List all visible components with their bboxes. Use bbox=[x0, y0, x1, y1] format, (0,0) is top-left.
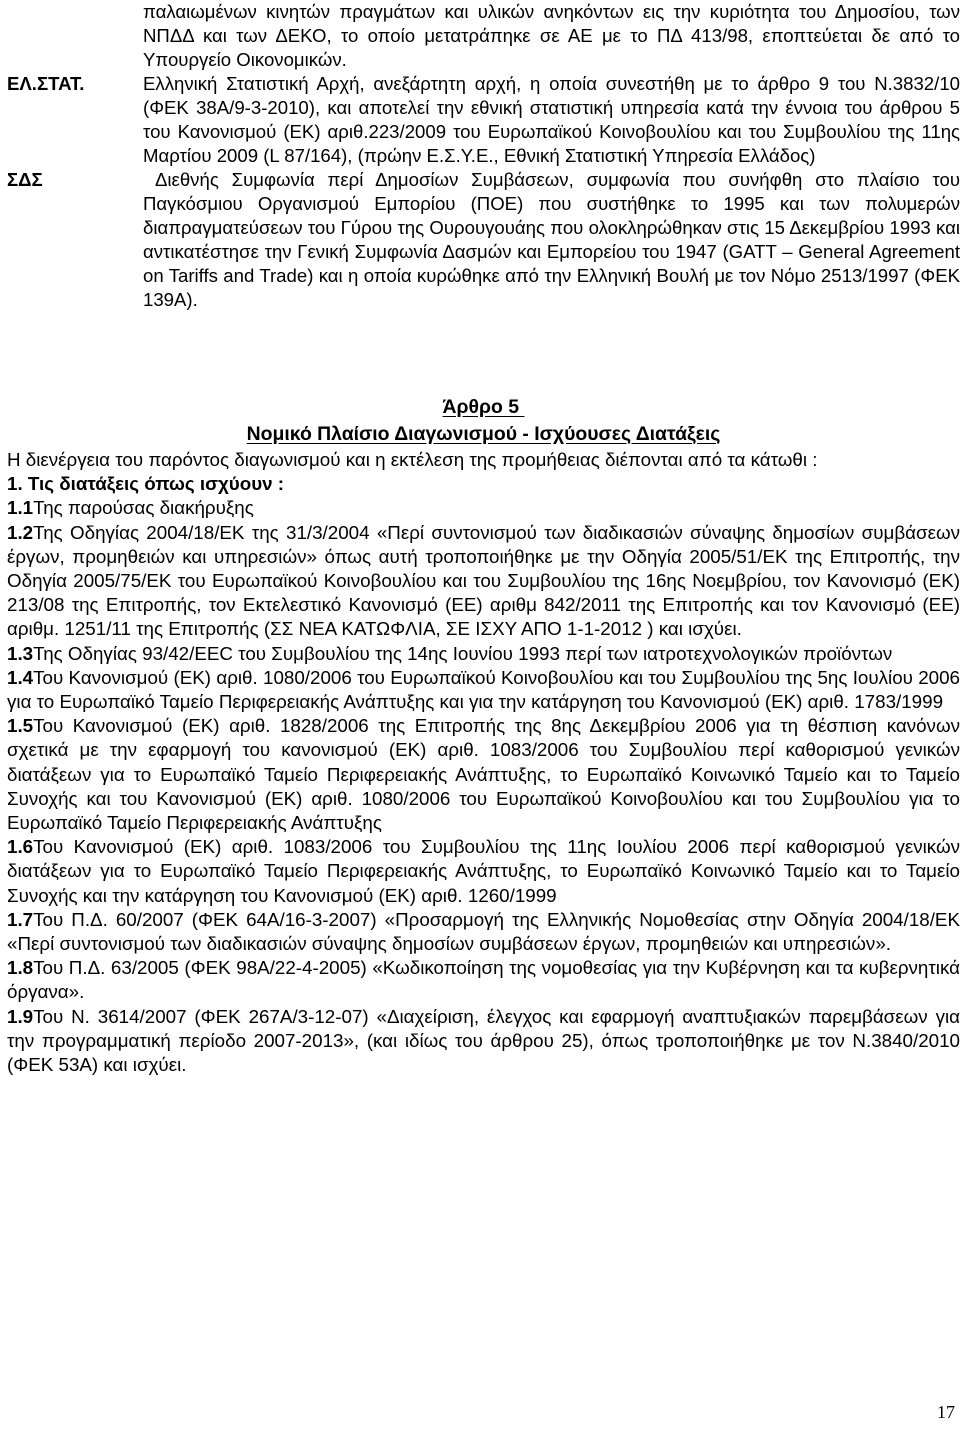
item-text: Του Κανονισμού (ΕΚ) αριθ. 1080/2006 του Ευρωπαϊκού Κοινοβουλίου και του Συμβουλίου της 5ης Ιουλίου 2006 για το Ευρωπαϊκό Ταμείο Περιφερειακής Ανάπτυξης και για την κατάργηση του Κανονισμού (ΕΚ) αριθ. 1783/1999 bbox=[7, 666, 960, 713]
item-number: 1.5 bbox=[7, 715, 34, 737]
item-text: Του Π.Δ. 63/2005 (ΦΕΚ 98Α/22-4-2005) «Κωδικοποίηση της νομοθεσίας για την Κυβέρνηση και τα κυβερνητικά όργανα». bbox=[7, 957, 960, 1003]
section-heading: 1. Τις διατάξεις όπως ισχύουν : bbox=[7, 473, 285, 495]
article-body bbox=[7, 448, 960, 1077]
definition-text bbox=[143, 168, 960, 312]
article-title bbox=[7, 421, 960, 448]
item-text: Της Οδηγίας 2004/18/ΕΚ της 31/3/2004 «Περί συντονισμού των διαδικασιών σύναψης δημοσίων συμβάσεων έργων, προμηθειών και υπηρεσιών» όπως αυτή τροποποιήθηκε με την Οδηγία 2005/51/ΕΚ της Επιτροπής, την Οδηγία 2005/75/ΕΚ του Ευρωπαϊκού Κοινοβουλίου και του Συμβουλίου της 16ης Νοεμβρίου, τον Κανονισμό (ΕΚ) 213/08 της Επιτροπής, τον Εκτελεστικό Κανονισμό (ΕΕ) αριθμ 842/2011 της Επιτροπής και τον Κανονισμό (ΕΕ) αριθμ. 1251/11 της Επιτροπής (ΣΣ ΝΕΑ ΚΑΤΩΦΛΙΑ, ΣΕ ΙΣΧΥ ΑΠΟ 1-1-2012 ) και ισχύει. bbox=[7, 521, 960, 640]
document-page bbox=[7, 0, 960, 1077]
item-text: Του Κανονισμού (ΕΚ) αριθ. 1828/2006 της Επιτροπής της 8ης Δεκεμβρίου 2006 για τη θέσπιση κανόνων σχετικά με την εφαρμογή του κανονισμού (ΕΚ) αριθ. 1083/2006 του Συμβουλίου περί καθορισμού γενικών διατάξεων για το Ευρωπαϊκό Ταμείο Περιφερειακής Ανάπτυξης, το Ευρωπαϊκό Κοινωνικό Ταμείο και το Ταμείο Συνοχής και του Κανονισμού (ΕΚ) αριθ. 1080/2006 του Ευρωπαϊκού Κοινοβουλίου και του Συμβουλίου για το Ευρωπαϊκό Ταμείο Περιφερειακής Ανάπτυξης bbox=[7, 715, 960, 834]
article-number bbox=[7, 394, 960, 421]
list-item bbox=[7, 908, 960, 956]
list-item bbox=[7, 835, 960, 908]
article-title-text: Νομικό Πλαίσιο Διαγωνισμού - Ισχύουσες Διατάξεις bbox=[246, 423, 721, 445]
list-item bbox=[7, 1005, 960, 1078]
definition-term: ΕΛ.ΣΤΑΤ. bbox=[7, 73, 85, 94]
item-number: 1.7 bbox=[7, 908, 34, 930]
item-text: Του Κανονισμού (ΕΚ) αριθ. 1083/2006 του Συμβουλίου της 11ης Ιουλίου 2006 περί καθορισμού γενικών διατάξεων για το Ευρωπαϊκό Ταμείο Περιφερειακής Ανάπτυξης, το Ευρωπαϊκό Κοινωνικό Ταμείο και το Ταμείο Συνοχής και την κατάργηση του Κανονισμού (ΕΚ) αριθ. 1260/1999 bbox=[7, 836, 960, 906]
definition-text: Ελληνική Στατιστική Αρχή, ανεξάρτητη αρχή, η οποία συνεστήθη με το άρθρο 9 του Ν.3832/10 (ΦΕΚ 38Α/9-3-2010), και αποτελεί την εθνική στατιστική υπηρεσία κατά την έννοια του άρθρου 5 του Κανονισμού (ΕΚ) αριθ.223/2009 του Ευρωπαϊκού Κοινοβουλίου και του Συμβουλίου της 11ης Μαρτίου 2009 (L 87/164), (πρώην Ε.Σ.Υ.Ε., Εθνική Στατιστική Υπηρεσία Ελλάδος) bbox=[143, 73, 960, 166]
section-spacer bbox=[7, 312, 960, 394]
definitions-list bbox=[7, 0, 960, 312]
item-number: 1.6 bbox=[7, 836, 34, 858]
item-number: 1.4 bbox=[7, 666, 34, 688]
article-heading bbox=[7, 394, 960, 448]
definition-row bbox=[7, 0, 960, 72]
item-text: Της Οδηγίας 93/42/ΕΕC του Συμβουλίου της 14ης Ιουνίου 1993 περί των ιατροτεχνολογικών προϊόντων bbox=[33, 642, 893, 664]
article-number-text: Άρθρο 5 bbox=[442, 396, 525, 418]
list-item bbox=[7, 496, 960, 520]
list-item bbox=[7, 521, 960, 642]
item-text: Του Ν. 3614/2007 (ΦΕΚ 267Α/3-12-07) «Διαχείριση, έλεγχος και εφαρμογή αναπτυξιακών παρεμβάσεων για την προγραμματική περίοδο 2007-2013», (και ιδίως του άρθρου 25), όπως τροποποιήθηκε με τον Ν.3840/2010 (ΦΕΚ 53Α) και ισχύει. bbox=[7, 1005, 960, 1076]
item-text: Της παρούσας διακήρυξης bbox=[33, 497, 254, 519]
definition-term: ΣΔΣ bbox=[7, 169, 43, 190]
definition-text: παλαιωμένων κινητών πραγμάτων και υλικών ανηκόντων εις την κυριότητα του Δημοσίου, των ΝΠΔΔ και των ΔΕΚΟ, το οποίο μετατράπηκε σε ΑΕ με το ΠΔ 413/98, εποπτεύεται δε από το Υπουργείο Οικονομικών. bbox=[143, 1, 960, 70]
definition-row bbox=[7, 168, 960, 312]
list-item bbox=[7, 956, 960, 1004]
definition-text-body: Διεθνής Συμφωνία περί Δημοσίων Συμβάσεων, συμφωνία που συνήφθη στο πλαίσιο του Παγκόσμιου Οργανισμού Εμπορίου (ΠΟΕ) που συστήθηκε το 1995 και των πολυμερών διαπραγματεύσεων του Γύρου της Ουρουγουάης που ολοκληρώθηκαν στις 15 Δεκεμβρίου 1993 και αντικατέστησε την Γενική Συμφωνία Δασμών και Εμπορείου του 1947 (GATT – General Agreement on Tariffs and Trade) και η οποία κυρώθηκε από την Ελληνική Βουλή με τον Νόμο 2513/1997 (ΦΕΚ 139Α). bbox=[143, 169, 960, 310]
item-number: 1.1 bbox=[7, 497, 34, 519]
list-item bbox=[7, 642, 960, 666]
page-number: 17 bbox=[937, 1402, 955, 1422]
definition-row bbox=[7, 72, 960, 168]
item-number: 1.2 bbox=[7, 521, 34, 543]
item-text: Του Π.Δ. 60/2007 (ΦΕΚ 64Α/16-3-2007) «Προσαρμογή της Ελληνικής Νομοθεσίας στην Οδηγία 2004/18/ΕΚ «Περί συντονισμού των διαδικασιών σύναψης δημοσίων συμβάσεων έργων, προμηθειών και υπηρεσιών». bbox=[7, 908, 960, 955]
item-number: 1.3 bbox=[7, 642, 34, 664]
item-number: 1.9 bbox=[7, 1005, 34, 1027]
list-item bbox=[7, 714, 960, 835]
article-intro: Η διενέργεια του παρόντος διαγωνισμού και η εκτέλεση της προμήθειας διέπονται από τα κάτωθι : bbox=[7, 449, 818, 470]
item-number: 1.8 bbox=[7, 957, 34, 979]
list-item bbox=[7, 666, 960, 714]
